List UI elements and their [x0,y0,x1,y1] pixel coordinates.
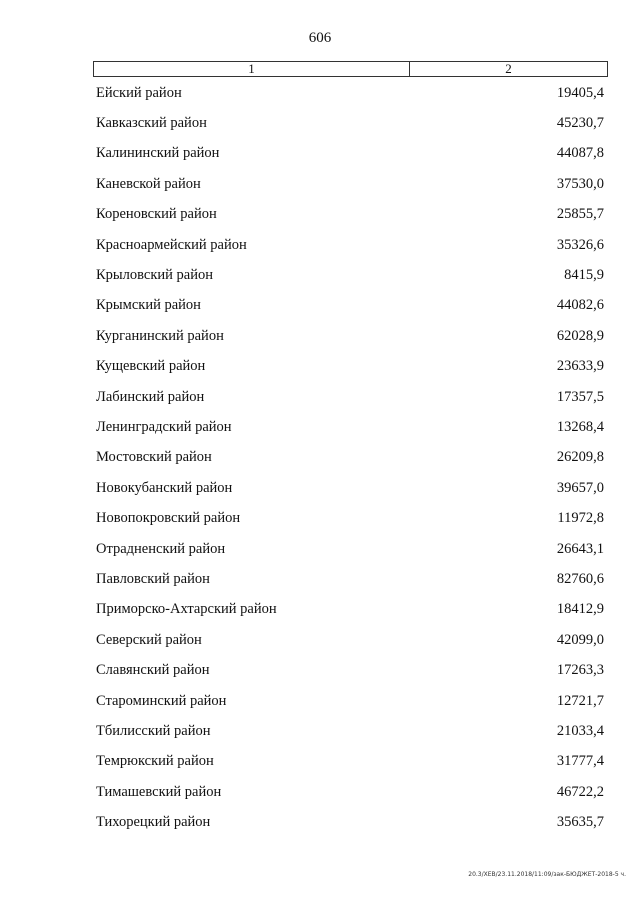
table-row [96,321,604,351]
table-row [96,260,604,290]
district-value: 18412,9 [556,601,604,618]
column-header-2: 2 [505,61,512,76]
district-value: 26643,1 [556,540,604,557]
district-name: Калининский район [96,145,220,162]
table-row [96,564,604,594]
table-row [96,595,604,625]
table-row [96,473,604,503]
table-row [96,139,604,169]
table-row [96,108,604,138]
district-value: 23633,9 [556,358,604,375]
table-row [96,230,604,260]
district-name: Павловский район [96,570,210,587]
district-table [96,78,604,838]
district-name: Курганинский район [96,327,224,344]
district-value: 42099,0 [556,631,604,648]
table-row [96,200,604,230]
district-name: Лабинский район [96,388,205,405]
district-name: Славянский район [96,662,210,679]
district-name: Приморско-Ахтарский район [96,601,277,618]
table-row [96,625,604,655]
table-row [96,716,604,746]
footer-document-code: 20.3/ХЕВ/23.11.2018/11:09/зак-БЮДЖЕТ-2018-5 ч. [468,871,626,878]
table-row [96,291,604,321]
district-value: 26209,8 [556,449,604,466]
table-row [96,443,604,473]
district-value: 12721,7 [556,692,604,709]
district-name: Ленинградский район [96,418,232,435]
table-row [96,169,604,199]
district-name: Тимашевский район [96,783,222,800]
district-name: Тбилисский район [96,722,211,739]
district-name: Ейский район [96,84,182,101]
table-row [96,747,604,777]
district-value: 37530,0 [556,175,604,192]
district-name: Кавказский район [96,115,207,132]
district-name: Новокубанский район [96,479,233,496]
district-value: 8415,9 [564,267,604,284]
district-value: 82760,6 [556,570,604,587]
district-name: Тихорецкий район [96,814,211,831]
district-name: Каневской район [96,175,201,192]
column-header-1: 1 [94,62,410,76]
table-row [96,352,604,382]
district-name: Крымский район [96,297,201,314]
table-column-header [93,61,608,77]
district-name: Мостовский район [96,449,212,466]
district-value: 39657,0 [556,479,604,496]
table-row [96,78,604,108]
district-name: Староминский район [96,692,227,709]
table-row [96,534,604,564]
table-row [96,777,604,807]
district-value: 31777,4 [556,753,604,770]
table-row [96,686,604,716]
table-row [96,655,604,685]
district-value: 35326,6 [556,236,604,253]
district-value: 25855,7 [556,206,604,223]
district-value: 13268,4 [556,418,604,435]
district-name: Новопокровский район [96,510,241,527]
table-row [96,382,604,412]
district-name: Крыловский район [96,267,213,284]
district-value: 44082,6 [556,297,604,314]
district-value: 45230,7 [556,115,604,132]
district-value: 17263,3 [556,662,604,679]
district-value: 35635,7 [556,814,604,831]
district-value: 11972,8 [557,510,604,527]
district-value: 19405,4 [556,84,604,101]
table-row [96,503,604,533]
district-name: Кущевский район [96,358,206,375]
district-value: 46722,2 [556,783,604,800]
table-row [96,807,604,837]
district-name: Красноармейский район [96,236,247,253]
page-number: 606 [308,30,332,46]
district-value: 62028,9 [556,327,604,344]
district-name: Темрюкский район [96,753,214,770]
district-name: Кореновский район [96,206,217,223]
district-value: 44087,8 [556,145,604,162]
district-value: 21033,4 [556,722,604,739]
district-name: Отрадненский район [96,540,226,557]
district-name: Северский район [96,631,202,648]
table-row [96,412,604,442]
district-value: 17357,5 [556,388,604,405]
